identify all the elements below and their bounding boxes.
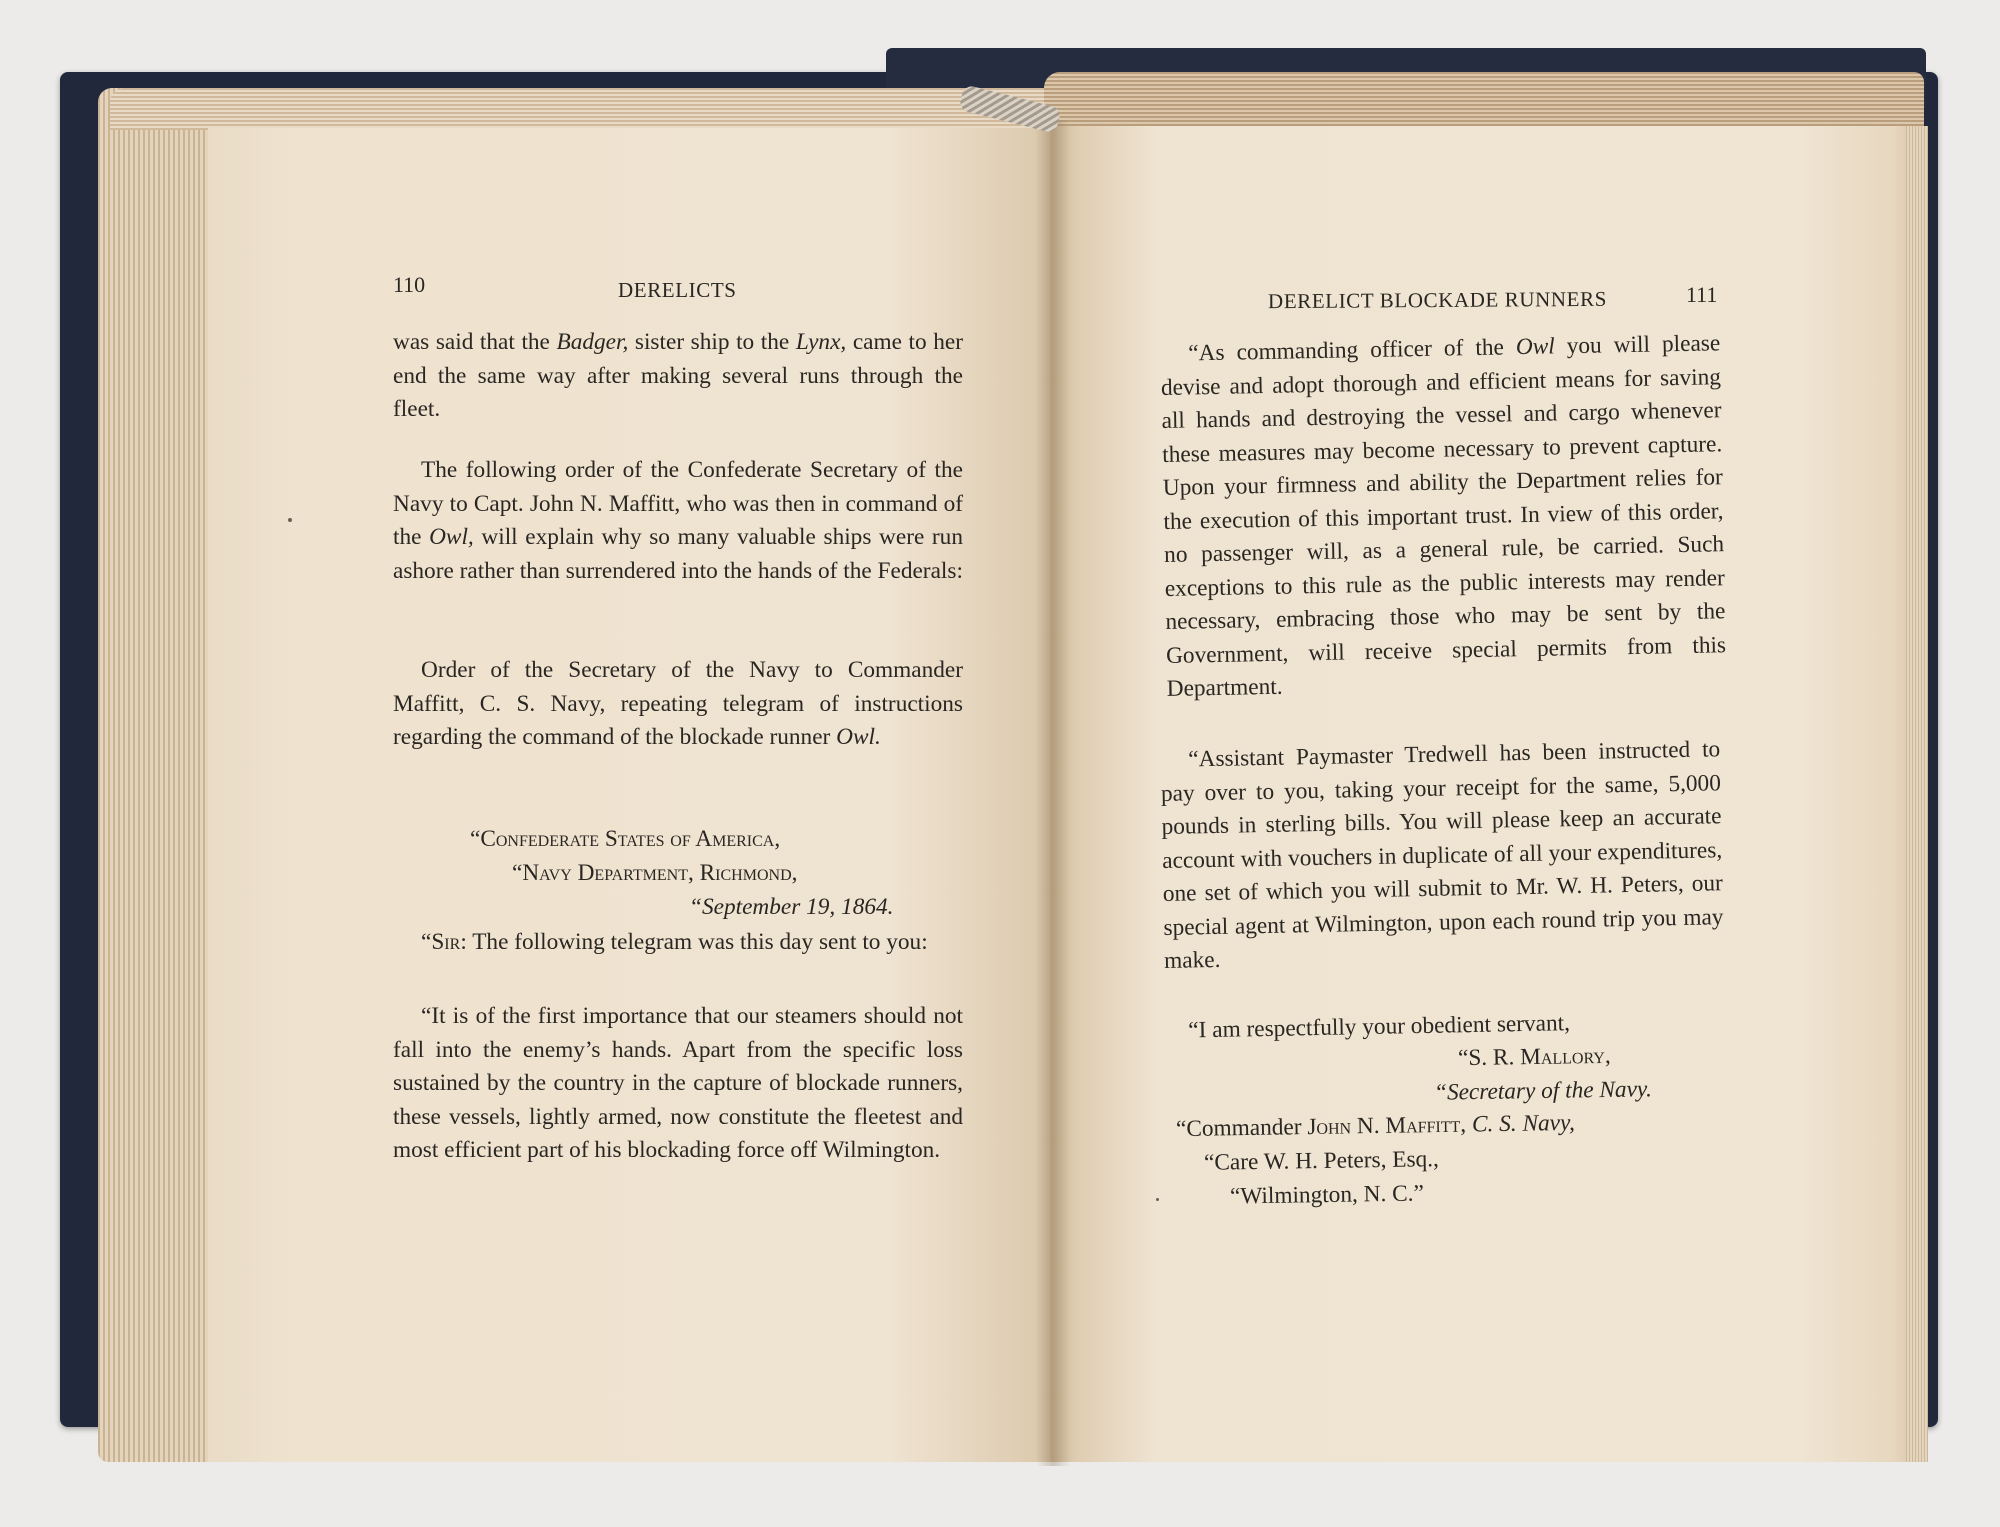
left-paragraph-3 (393, 654, 963, 755)
page-speck (1156, 1198, 1159, 1201)
right-text-2: “Assistant Paymaster Tredwell has been instructed to pay over to you, taking your receipt for the same, 5,000 pounds in sterling bills. You will please keep an accurate account with vouchers in duplicate of all your expenditures, one set of which you will submit to Mr. W. H. Peters, our special agent at Wilmington, upon each round trip you may make. (1160, 736, 1724, 974)
letter-head-line-2: “Navy Department, Richmond, (512, 860, 798, 886)
addressee-line-3: “Wilmington, N. C.” (1229, 1180, 1425, 1210)
right-paragraph-1 (1160, 327, 1727, 706)
right-text-3: “I am respectfully your obedient servant, (1188, 1010, 1571, 1044)
page-block-right-edges (1906, 126, 1928, 1462)
right-text-1: “As commanding officer of the Owl you will please devise and adopt thorough and efficient means for saving all hands and destroying the vessel and cargo whenever these measures may become necessary to prevent capture. Upon your firmness and ability the Department relies for the execution of this important trust. In view of this order, no passenger will, as a general rule, be carried. Such exceptions to this rule as the public interests may render necessary, embracing those who may be sent by the Government, will receive special permits from this Department. (1160, 330, 1727, 702)
page-number-left: 110 (393, 272, 426, 297)
book-gutter (1036, 120, 1070, 1466)
letter-head-line-1: “Confederate States of America, (470, 826, 781, 852)
salutation-block (393, 926, 963, 960)
addressee-line-1: “Commander John N. Maffitt, C. S. Navy, (1175, 1109, 1576, 1143)
running-head-left: DERELICTS (618, 278, 737, 302)
left-text-2: The following order of the Confederate Secretary of the Navy to Capt. John N. Maffitt, who was then in command of the Owl, will explain why so many valuable ships were run ashore rather than surrendered into the hands of the Federals: (393, 457, 963, 584)
page-block-top-left (110, 88, 1060, 130)
quote-block (393, 1000, 963, 1168)
page-speck (288, 518, 292, 522)
left-paragraph-1 (393, 326, 963, 427)
salutation-text: “Sir: The following telegram was this day sent to you: (421, 929, 928, 955)
addressee-line-2: “Care W. H. Peters, Esq., (1203, 1146, 1440, 1176)
left-paragraph-2 (393, 454, 963, 588)
page-number-right: 111 (1686, 282, 1718, 307)
quote-text: “It is of the first importance that our steamers should not fall into the enemy’s hands. Apart from the specific loss sustained by the country in the capture of blockade runners, these vessels, lightly armed, now constitute the fleetest and most efficient part of his blockading force off Wilmington. (393, 1003, 963, 1163)
signature-name: “S. R. Mallory, (1457, 1042, 1611, 1072)
left-text-1: was said that the Badger, sister ship to the Lynx, came to her end the same way after making several runs through the fleet. (393, 329, 964, 422)
running-head-right: DERELICT BLOCKADE RUNNERS (1267, 286, 1608, 314)
signature-title: “Secretary of the Navy. (1433, 1076, 1653, 1106)
page-block-left-edges (98, 88, 218, 1462)
letter-date: “September 19, 1864. (689, 894, 894, 920)
page-block-top-right (1044, 72, 1924, 134)
right-paragraph-2 (1160, 733, 1724, 978)
left-text-3: Order of the Secretary of the Navy to Commander Maffitt, C. S. Navy, repeating telegram of instructions regarding the command of the blockade runner Owl. (393, 657, 963, 750)
